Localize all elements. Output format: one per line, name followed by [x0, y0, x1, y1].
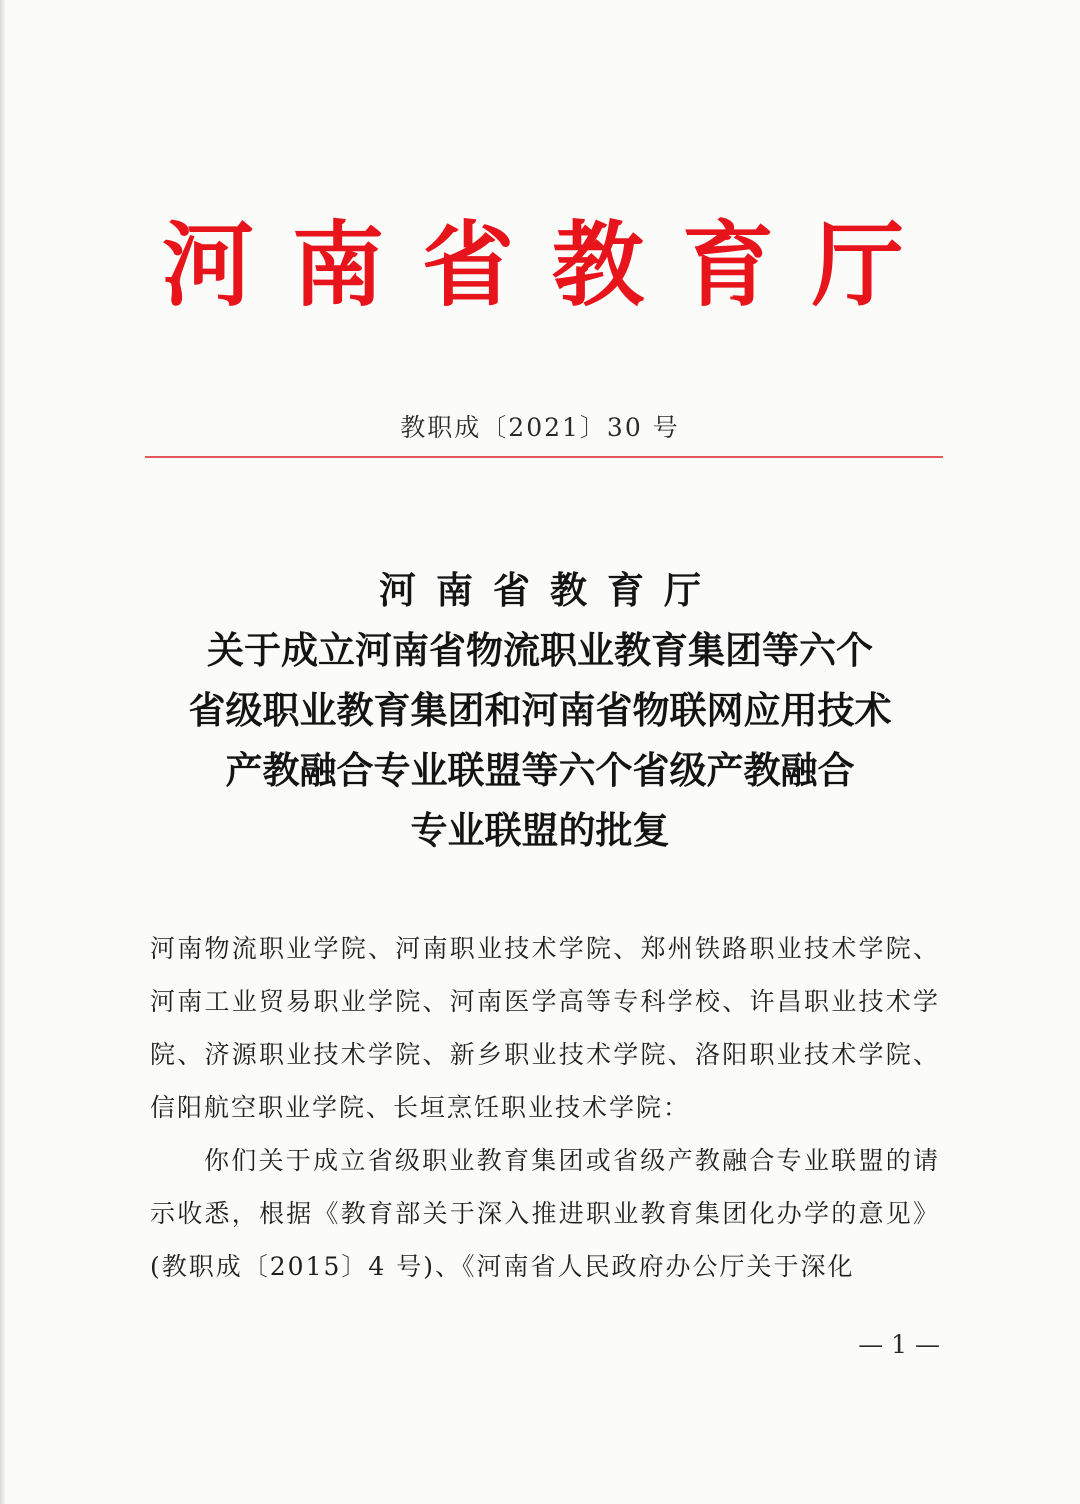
- page-number: — 1 —: [858, 1330, 940, 1359]
- title-line: 专业联盟的批复: [410, 808, 670, 852]
- addressees-paragraph: 河南物流职业学院、河南职业技术学院、郑州铁路职业技术学院、河南工业贸易职业学院、河南医学高等专科学校、许昌职业技术学院、济源职业技术学院、新乡职业技术学院、洛阳职业技术学院、信阳航空职业学院、长垣烹饪职业技术学院：: [150, 934, 940, 1122]
- document-body: [150, 922, 940, 1293]
- body-paragraph: 你们关于成立省级职业教育集团或省级产教融合专业联盟的请示收悉，根据《教育部关于深入推进职业教育集团化办学的意见》(教职成〔2015〕4 号)、《河南省人民政府办公厅关于深化: [150, 1146, 940, 1281]
- document-number: 教职成〔2021〕30 号: [400, 413, 680, 442]
- masthead-issuer: 河南省教育厅: [161, 211, 942, 319]
- red-divider-line: [145, 456, 943, 458]
- title-line-issuer: 河南省教育厅: [379, 568, 721, 612]
- title-line: 产教融合专业联盟等六个省级产教融合: [225, 748, 855, 792]
- document-title: [0, 560, 1080, 860]
- title-line: 省级职业教育集团和河南省物联网应用技术: [188, 688, 892, 732]
- title-line: 关于成立河南省物流职业教育集团等六个: [207, 628, 873, 672]
